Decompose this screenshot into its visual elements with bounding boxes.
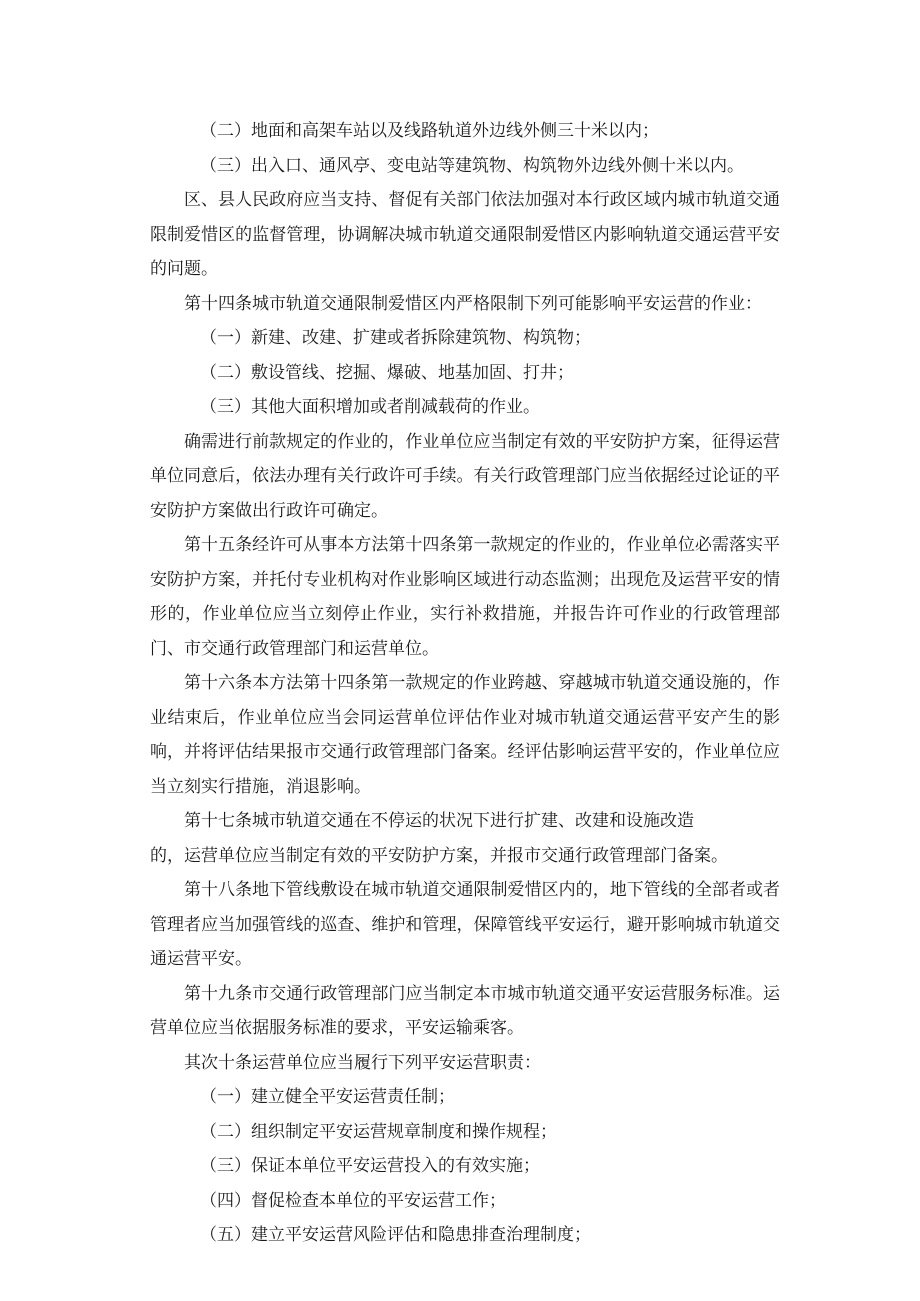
- paragraph: 区、县人民政府应当支持、督促有关部门依法加强对本行政区域内城市轨道交通限制爱惜区的监督管理，协调解决城市轨道交通限制爱惜区内影响轨道交通运营平安的问题。: [150, 190, 780, 279]
- list-item: （五）建立平安运营风险评估和隐患排查治理制度；: [200, 1225, 591, 1245]
- list-item: （四）督促检查本单位的平安运营工作；: [200, 1190, 506, 1211]
- article-paragraph: 第十八条地下管线敷设在城市轨道交通限制爱惜区内的，地下管线的全部者或者管理者应当加强管线的巡查、维护和管理，保障管线平安运行，避开影响城市轨道交通运营平安。: [150, 880, 780, 969]
- list-item: （三）保证本单位平安运营投入的有效实施；: [200, 1156, 540, 1176]
- list-item: （一）新建、改建、扩建或者拆除建筑物、构筑物；: [200, 328, 591, 348]
- article-paragraph: 第十五条经许可从事本方法第十四条第一款规定的作业的，作业单位必需落实平安防护方案，并托付专业机构对作业影响区域进行动态监测；出现危及运营平安的情形的，作业单位应当立刻停止作业，实行补救措施，并报告许可作业的行政管理部门、市交通行政管理部门和运营单位。: [150, 535, 780, 659]
- article-paragraph: 第十六条本方法第十四条第一款规定的作业跨越、穿越城市轨道交通设施的，作业结束后，作业单位应当会同运营单位评估作业对城市轨道交通运营平安产生的影响，并将评估结果报市交通行政管理部门备案。经评估影响运营平安的，作业单位应当立刻实行措施，消退影响。: [150, 673, 780, 797]
- article-paragraph: 其次十条运营单位应当履行下列平安运营职责：: [184, 1052, 541, 1073]
- article-heading-paragraph: 第十四条城市轨道交通限制爱惜区内严格限制下列可能影响平安运营的作业：: [184, 293, 762, 314]
- list-item: （二）敷设管线、挖掘、爆破、地基加固、打井；: [200, 362, 574, 383]
- list-item: （三）出入口、通风亭、变电站等建筑物、构筑物外边线外侧十米以内。: [200, 155, 744, 176]
- paragraph-continuation: 的，运营单位应当制定有效的平安防护方案，并报市交通行政管理部门备案。: [150, 845, 728, 866]
- paragraph: 确需进行前款规定的作业的，作业单位应当制定有效的平安防护方案，征得运营单位同意后，依法办理有关行政许可手续。有关行政管理部门应当依据经过论证的平安防护方案做出行政许可确定。: [150, 431, 780, 521]
- list-item: （二）地面和高架车站以及线路轨道外边线外侧三十米以内；: [200, 121, 659, 141]
- article-paragraph: 第十七条城市轨道交通在不停运的状况下进行扩建、改建和设施改造: [184, 811, 694, 831]
- article-paragraph: 第十九条市交通行政管理部门应当制定本市城市轨道交通平安运营服务标准。运营单位应当依据服务标准的要求，平安运输乘客。: [150, 983, 780, 1038]
- document-page: [150, 114, 780, 1253]
- list-item: （二）组织制定平安运营规章制度和操作规程；: [200, 1121, 557, 1142]
- list-item: （一）建立健全平安运营责任制；: [200, 1087, 455, 1107]
- list-item: （三）其他大面积增加或者削减载荷的作业。: [200, 397, 540, 417]
